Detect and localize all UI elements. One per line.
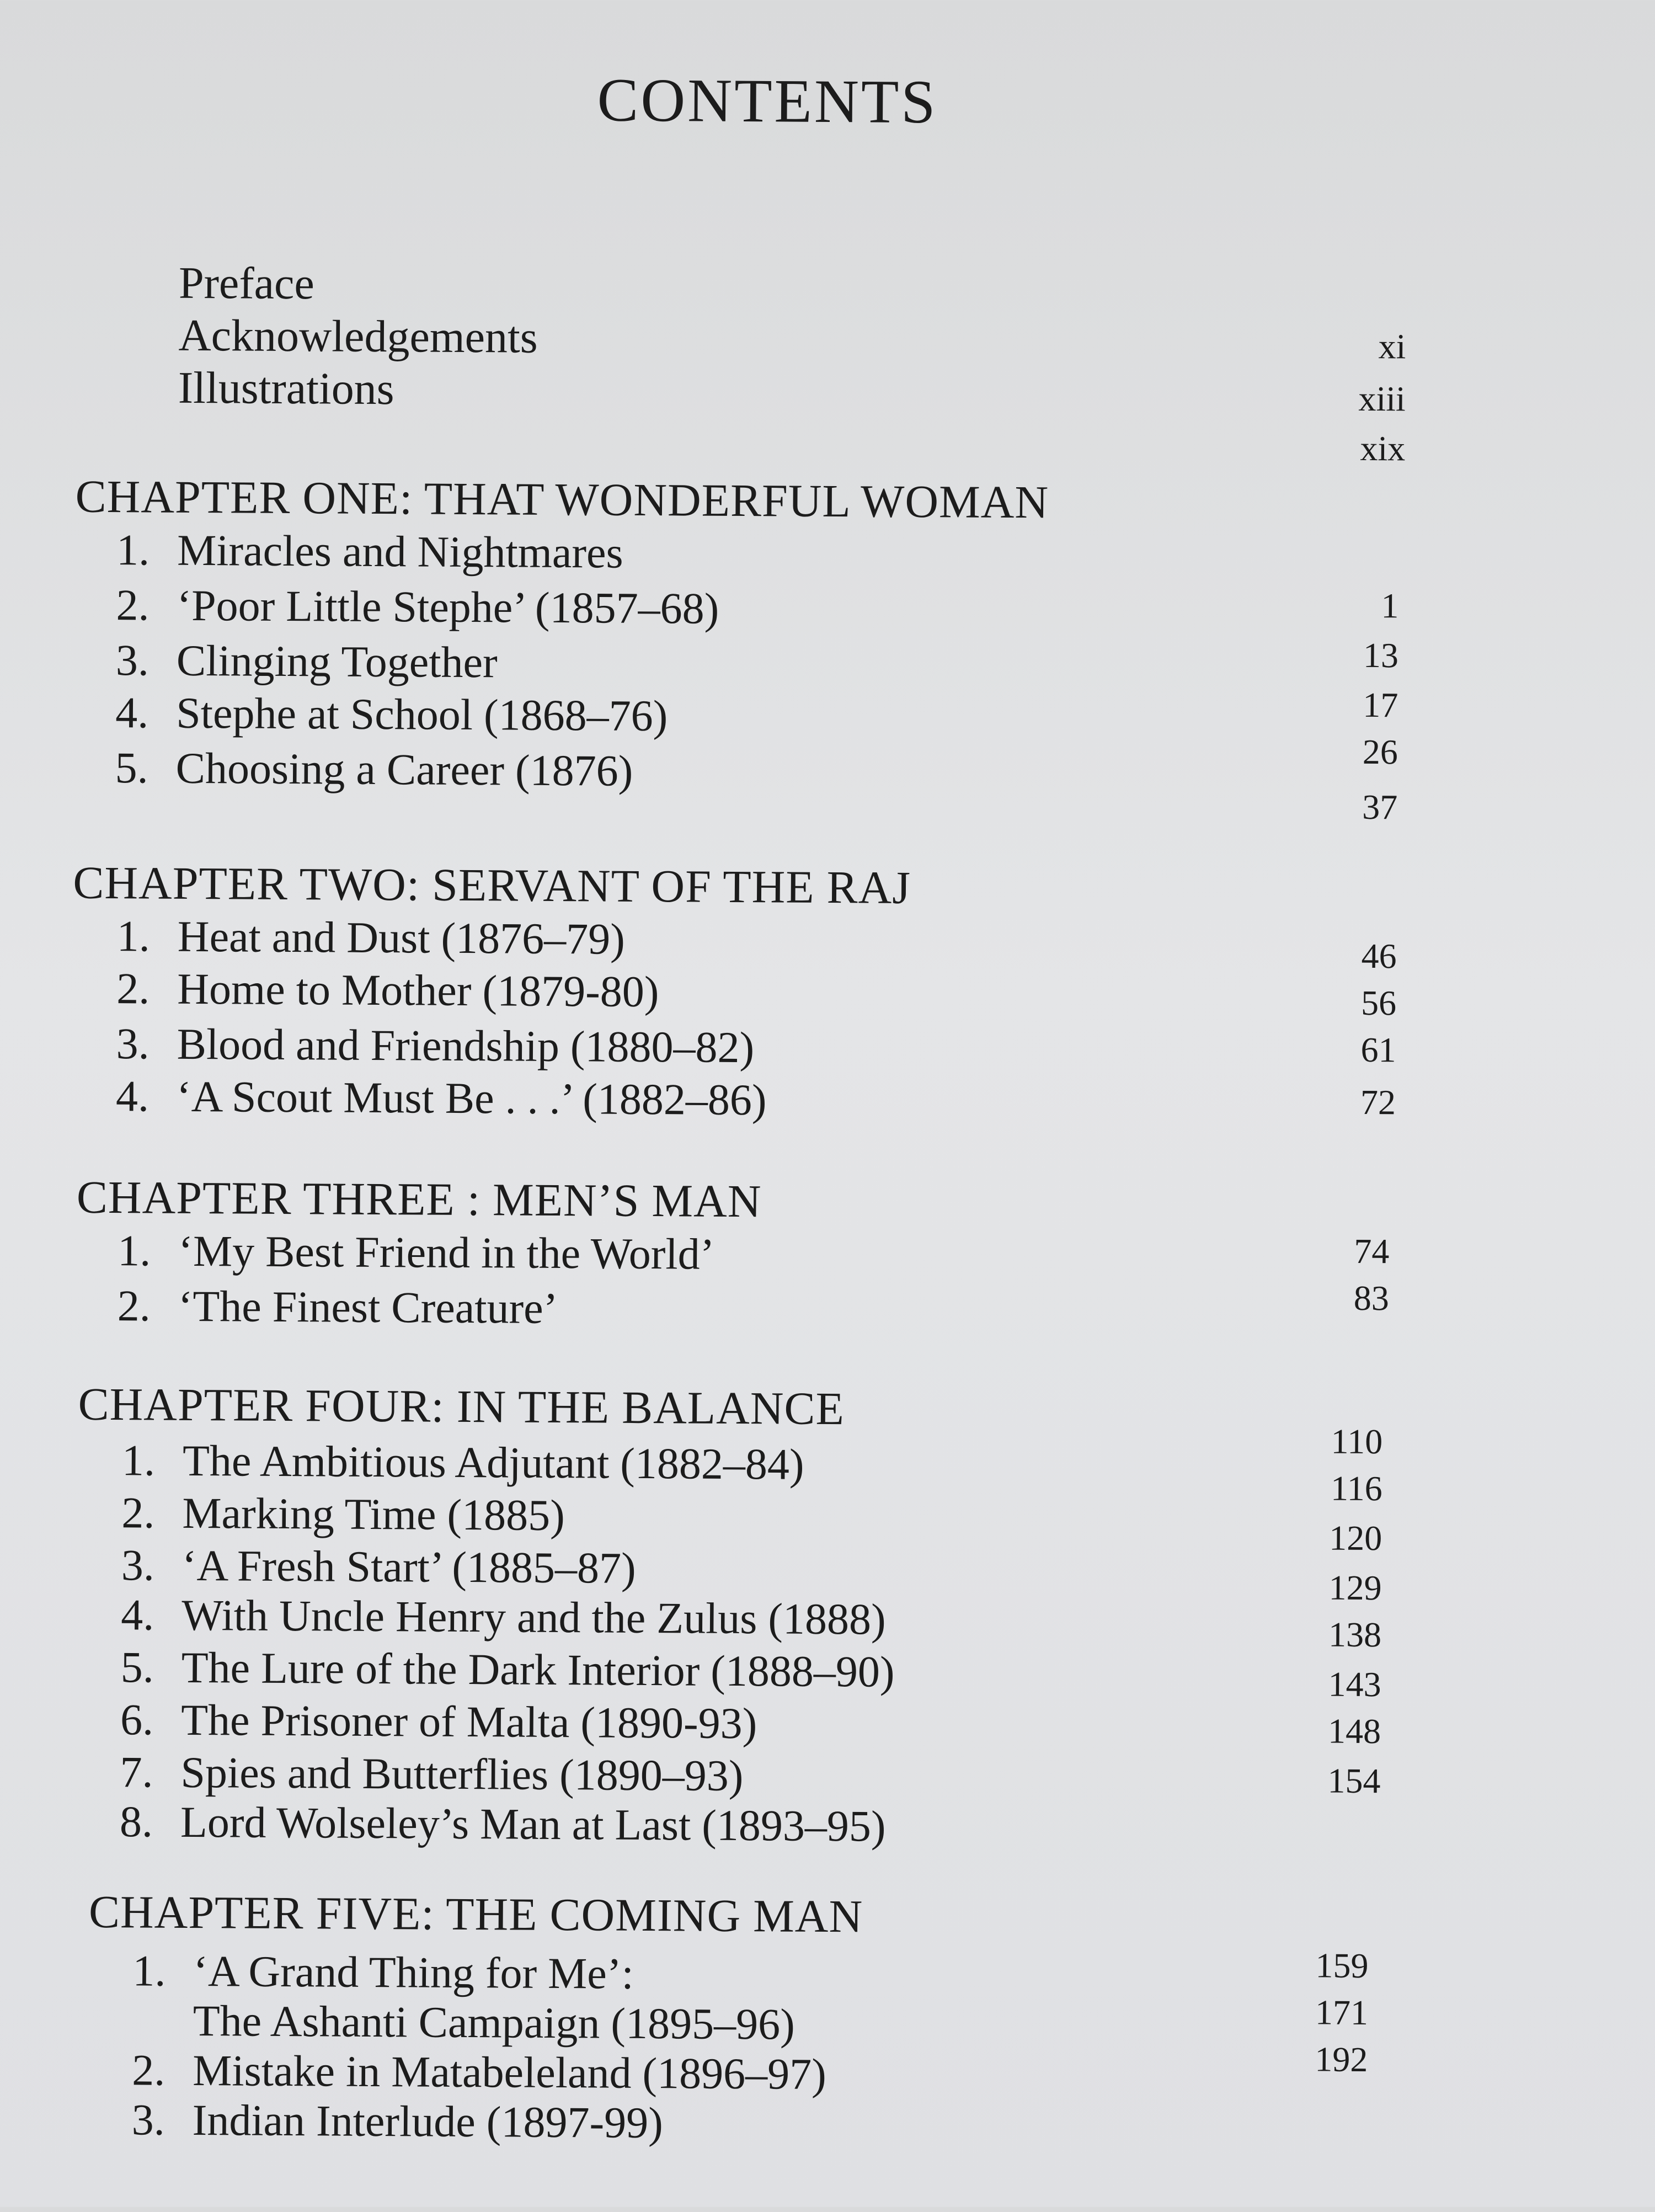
- section-title: Heat and Dust (1876–79): [177, 912, 626, 964]
- section-entry: [117, 912, 625, 965]
- page-title: CONTENTS: [597, 66, 938, 137]
- section-number: 4.: [115, 689, 149, 738]
- page-number: 143: [1328, 1664, 1381, 1704]
- section-title: Mistake in Matabeleland (1896–97): [193, 2046, 827, 2099]
- section-entry: [132, 2045, 826, 2100]
- section-title: Miracles and Nightmares: [177, 526, 623, 578]
- section-number: 4.: [121, 1591, 154, 1640]
- section-title: The Ambitious Adjutant (1882–84): [182, 1436, 804, 1489]
- section-entry-continued: The Ashanti Campaign (1895–96): [193, 1997, 796, 2049]
- section-number: 2.: [116, 964, 150, 1014]
- section-title: Stephe at School (1868–76): [176, 689, 668, 741]
- page-number: 116: [1330, 1468, 1382, 1509]
- chapter-heading: CHAPTER FIVE: THE COMING MAN: [88, 1886, 863, 1943]
- section-entry: [122, 1436, 804, 1490]
- section-title: Choosing a Career (1876): [175, 744, 633, 796]
- section-number: 2.: [132, 2046, 166, 2095]
- section-title: Clinging Together: [176, 636, 498, 687]
- front-page-number: xiii: [1358, 379, 1406, 419]
- page-number: 192: [1315, 2039, 1368, 2080]
- section-title: Spies and Butterflies (1890–93): [180, 1748, 744, 1801]
- section-title: ‘The Finest Creature’: [178, 1282, 558, 1334]
- section-entry: [116, 1019, 754, 1073]
- front-page-number: xi: [1378, 327, 1406, 366]
- page-number: 154: [1327, 1761, 1381, 1801]
- section-number: 5.: [115, 744, 148, 793]
- section-entry: [115, 743, 633, 797]
- section-number: 2.: [121, 1489, 155, 1538]
- section-title: ‘My Best Friend in the World’: [178, 1227, 715, 1279]
- page-number: 72: [1360, 1082, 1396, 1122]
- section-title: Home to Mother (1879-80): [177, 964, 659, 1017]
- page-number: 13: [1363, 635, 1399, 675]
- section-number: 3.: [121, 1541, 155, 1590]
- section-number: 1.: [132, 1947, 166, 1996]
- chapter-heading: CHAPTER ONE: THAT WONDERFUL WOMAN: [75, 471, 1049, 529]
- section-number: 3.: [115, 636, 150, 685]
- section-entry: [116, 580, 719, 635]
- section-title: With Uncle Henry and the Zulus (1888): [181, 1591, 887, 1644]
- page-number: 17: [1363, 685, 1398, 725]
- section-entry: [120, 1643, 894, 1698]
- section-title: ‘A Fresh Start’ (1885–87): [181, 1541, 636, 1593]
- section-number: 6.: [120, 1696, 154, 1745]
- section-entry: [116, 525, 623, 579]
- chapter-heading: CHAPTER TWO: SERVANT OF THE RAJ: [73, 857, 911, 914]
- section-number: 3.: [131, 2096, 165, 2145]
- page-number: 46: [1361, 936, 1397, 976]
- section-entry: [116, 636, 498, 688]
- section-number: 4.: [115, 1072, 150, 1121]
- page-number: 129: [1328, 1568, 1382, 1608]
- section-title: Blood and Friendship (1880–82): [177, 1020, 755, 1073]
- chapter-heading: CHAPTER FOUR: IN THE BALANCE: [78, 1378, 845, 1435]
- page-number: 74: [1354, 1231, 1390, 1271]
- section-entry: [117, 1281, 558, 1334]
- section-entry: [116, 1072, 767, 1126]
- section-title: ‘Poor Little Stephe’ (1857–68): [177, 581, 719, 633]
- section-title: The Prisoner of Malta (1890-93): [180, 1696, 757, 1749]
- section-number: 1.: [118, 1227, 151, 1276]
- page-number: 120: [1328, 1518, 1382, 1558]
- section-number: 1.: [121, 1436, 156, 1485]
- page-number: 37: [1362, 787, 1398, 827]
- section-entry: [120, 1747, 743, 1801]
- page-number: 159: [1315, 1946, 1369, 1986]
- section-number: 1.: [116, 526, 150, 575]
- page-number: 83: [1353, 1278, 1390, 1318]
- section-entry: [115, 688, 668, 742]
- section-entry: [116, 964, 659, 1017]
- page-number: 171: [1315, 1992, 1369, 2033]
- section-entry: [118, 1226, 715, 1280]
- section-number: 7.: [120, 1748, 153, 1797]
- section-number: 2.: [116, 581, 150, 630]
- section-number: 3.: [116, 1020, 150, 1069]
- section-number: 2.: [117, 1282, 151, 1331]
- section-title: Indian Interlude (1897-99): [192, 2096, 664, 2148]
- section-entry: [120, 1695, 757, 1749]
- page-number: 1: [1381, 586, 1399, 626]
- section-title: ‘A Scout Must Be . . .’ (1882–86): [176, 1072, 767, 1125]
- page-number: 61: [1360, 1030, 1396, 1070]
- section-entry: [131, 2095, 663, 2149]
- page-number: 56: [1360, 983, 1397, 1023]
- section-entry: [121, 1590, 886, 1645]
- page-number: 26: [1362, 732, 1398, 772]
- section-title: Marking Time (1885): [182, 1489, 565, 1541]
- front-item-illustrations: Illustrations: [178, 362, 394, 414]
- section-entry: [120, 1797, 886, 1852]
- section-title: Lord Wolseley’s Man at Last (1893–95): [180, 1798, 886, 1851]
- section-number: 1.: [116, 912, 151, 961]
- section-title: ‘A Grand Thing for Me’:: [193, 1947, 634, 1998]
- front-page-number: xix: [1360, 428, 1406, 468]
- page-number: 148: [1327, 1711, 1381, 1751]
- section-title: The Lure of the Dark Interior (1888–90): [181, 1643, 895, 1697]
- section-entry: [121, 1541, 636, 1594]
- section-number: 8.: [119, 1798, 153, 1847]
- chapter-heading: CHAPTER THREE : MEN’S MAN: [76, 1171, 762, 1228]
- page-number: 110: [1331, 1421, 1383, 1462]
- section-entry: [132, 1946, 634, 2000]
- page-number: 138: [1328, 1614, 1382, 1655]
- front-item-acknowledgements: Acknowledgements: [178, 310, 538, 363]
- front-item-preface: Preface: [178, 257, 315, 309]
- section-entry: [121, 1488, 565, 1541]
- section-number: 5.: [120, 1643, 154, 1692]
